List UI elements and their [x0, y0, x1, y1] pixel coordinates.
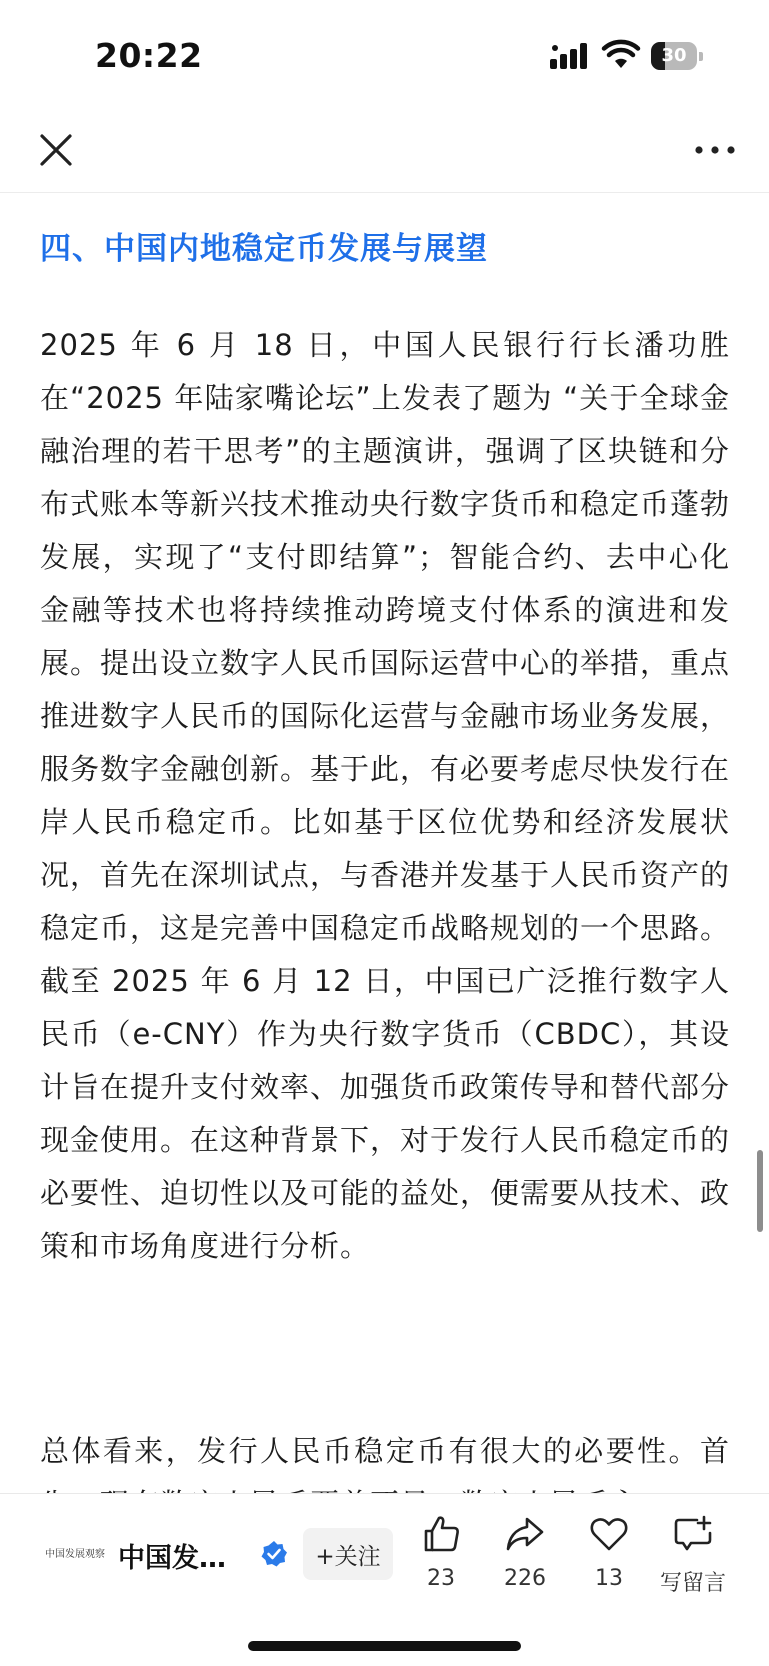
section-heading: 四、中国内地稳定币发展与展望 [40, 231, 488, 267]
heart-icon [589, 1514, 629, 1554]
bottom-action-bar [0, 1493, 769, 1666]
account-logo[interactable]: 中国发展观察 [45, 1549, 105, 1560]
account-name[interactable]: 中国发… [118, 1543, 226, 1574]
share-count: 226 [504, 1566, 546, 1591]
battery-level: 30 [661, 45, 687, 66]
scrollbar[interactable] [757, 1150, 763, 1232]
wifi-icon [603, 40, 639, 70]
like-count: 23 [427, 1566, 455, 1591]
follow-button[interactable]: +关注 [303, 1528, 393, 1580]
nav-bar [0, 110, 769, 193]
favorite-count: 13 [595, 1566, 623, 1591]
share-button[interactable] [480, 1514, 570, 1624]
write-comment-label: 写留言 [659, 1571, 726, 1596]
share-arrow-icon [505, 1514, 545, 1554]
thumbs-up-icon [421, 1514, 461, 1554]
status-bar [0, 0, 769, 110]
article-paragraph: 2025 年 6 月 18 日，中国人民银行行长潘功胜在“2025 年陆家嘴论坛”上发表了题为 “关于全球金融治理的若干思考”的主题演讲，强调了区块链和分布式账本等新兴技术推动央行数字货币和稳定币蓬勃发展，实现了“支付即结算”；智能合约、去中心化金融等技术也将持续推动跨境支付体系的演进和发展。提出设立数字人民币国际运营中心的举措，重点推进数字人民币的国际化运营与金融市场业务发展，服务数字金融创新。基于此，有必要考虑尽快发行在岸人民币稳定币。比如基于区位优势和经济发展状况，首先在深圳试点，与香港并发基于人民币资产的稳定币，这是完善中国稳定币战略规划的一个思路。截至 2025 年 6 月 12 日，中国已广泛推行数字人民币（e-CNY）作为央行数字货币（CBDC），其设计旨在提升支付效率、加强货币政策传导和替代部分现金使用。在这种背景下，对于发行人民币稳定币的必要性、迫切性以及可能的益处，便需要从技术、政策和市场角度进行分析。 [40, 328, 731, 1263]
home-indicator[interactable] [248, 1641, 521, 1651]
article-paragraph: 总体看来，发行人民币稳定币有很大的必要性。首 [40, 1434, 730, 1468]
close-icon[interactable] [36, 130, 76, 170]
write-comment-button[interactable] [648, 1514, 738, 1624]
comment-add-icon [673, 1514, 713, 1554]
like-button[interactable] [396, 1514, 486, 1624]
status-time: 20:22 [95, 36, 203, 75]
article-body [0, 193, 769, 1493]
cellular-signal-icon [550, 43, 594, 69]
more-options-icon[interactable] [690, 132, 740, 168]
verified-badge-icon [260, 1540, 288, 1568]
battery-icon [651, 42, 703, 70]
favorite-button[interactable] [564, 1514, 654, 1624]
